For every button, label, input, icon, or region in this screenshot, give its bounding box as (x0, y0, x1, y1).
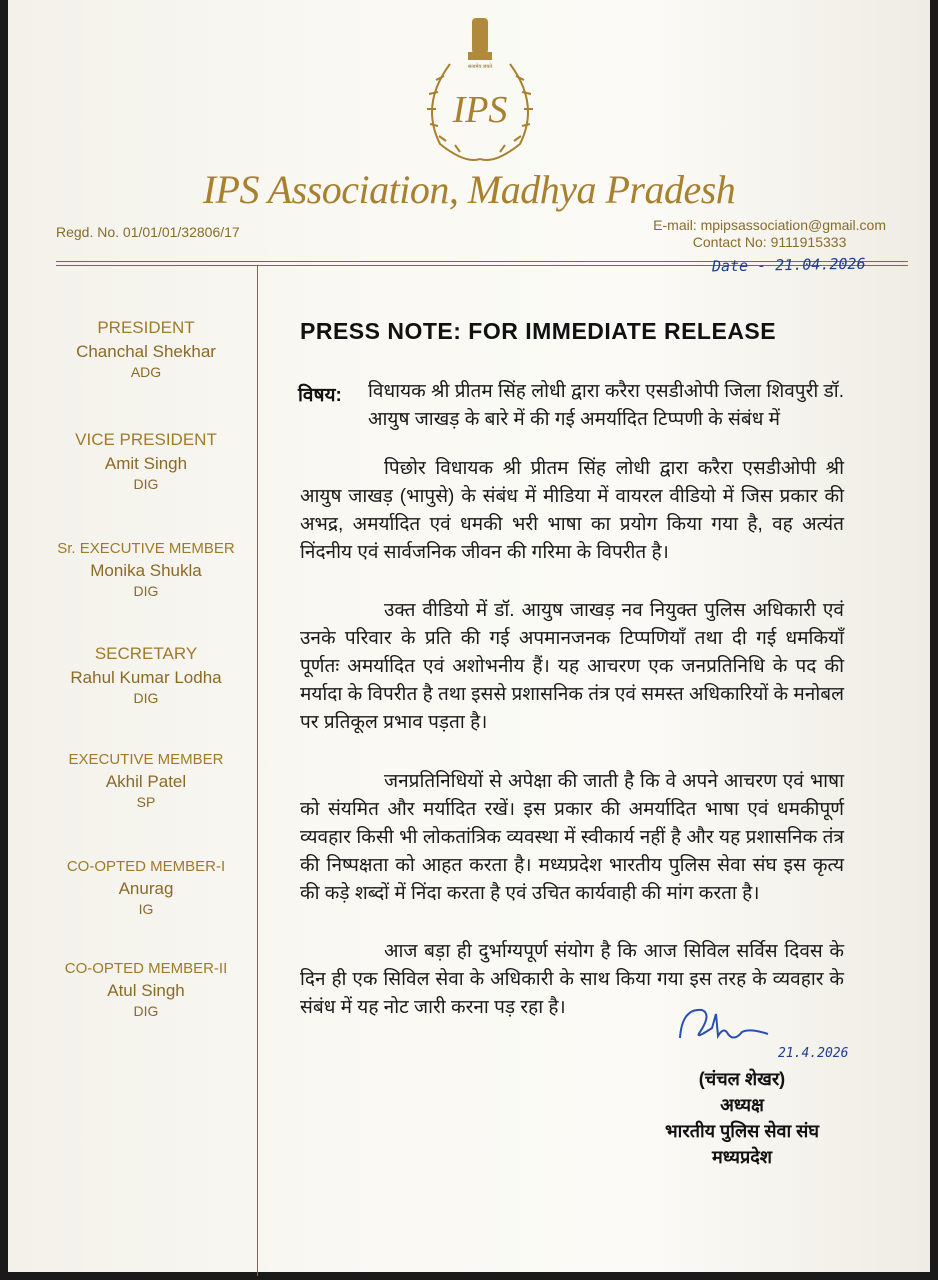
subject-label: विषय: (298, 385, 342, 406)
contact-info (653, 217, 886, 251)
member-executive (40, 751, 252, 810)
logo-text: IPS (452, 89, 508, 131)
member-president (40, 318, 252, 380)
member-sr-executive (40, 540, 252, 599)
signature-date: 21.4.2026 (778, 1046, 849, 1061)
member-role: Sr. EXECUTIVE MEMBER (57, 540, 235, 557)
body-paragraph: आज बड़ा ही दुर्भाग्यपूर्ण संयोग है कि आज सिविल सर्विस दिवस के दिन ही एक सिविल सेवा के अधिकारी के साथ किया गया इस तरह के व्यवहार के संबंध में यह नोट जारी करना पड़ रहा है। (300, 941, 844, 1018)
signatory-state: मध्यप्रदेश (711, 1147, 772, 1167)
member-role: CO-OPTED MEMBER-II (64, 960, 228, 977)
sidebar-divider (257, 266, 258, 1276)
body-paragraph: जनप्रतिनिधियों से अपेक्षा की जाती है कि वे अपने आचरण एवं भाषा को संयमित और मर्यादित रखें। इस प्रकार की अमर्यादित भाषा एवं धमकीपूर्ण व्यवहार किसी भी लोकतांत्रिक व्यवस्था में स्वीकार्य नहीं है और यह प्रशासनिक तंत्र की निष्पक्षता को आहत करता है। मध्यप्रदेश भारतीय पुलिस सेवा संघ इस कृत्य की कड़े शब्दों में निंदा करता है एवं उचित कार्यवाही की मांग करता है। (300, 771, 844, 904)
email: E-mail: mpipsassociation@gmail.com (653, 217, 886, 233)
member-co-opted-1 (40, 858, 252, 917)
member-role: PRESIDENT (97, 318, 195, 337)
association-title: IPS Association, Madhya Pradesh (202, 167, 736, 212)
ips-emblem-logo (410, 14, 550, 169)
member-name: Atul Singh (107, 981, 185, 1000)
member-name: Akhil Patel (105, 772, 187, 791)
signatory-block (612, 1066, 872, 1170)
member-vice-president (40, 430, 252, 492)
member-rank: DIG (133, 690, 159, 706)
handwritten-signature (672, 998, 782, 1058)
registration-number: Regd. No. 01/01/01/32806/17 (56, 224, 240, 240)
member-rank: DIG (133, 583, 159, 599)
member-rank: ADG (130, 364, 162, 380)
member-role: VICE PRESIDENT (75, 430, 217, 449)
member-role: CO-OPTED MEMBER-I (66, 858, 226, 875)
member-rank: DIG (133, 1003, 159, 1019)
body-paragraph: पिछोर विधायक श्री प्रीतम सिंह लोधी द्वारा करैरा एसडीओपी श्री आयुष जाखड़ (भापुसे) के संबंध में मीडिया में वायरल वीडियो में जिस प्रकार की अभद्र, अमर्यादित एवं धमकी भरी भाषा का प्रयोग किया गया है, वह अत्यंत निंदनीय एवं सार्वजनिक जीवन की गरिमा के विपरीत है। (300, 458, 844, 563)
member-role: EXECUTIVE MEMBER (68, 751, 224, 768)
member-rank: IG (138, 901, 154, 917)
signatory-name: (चंचल शेखर) (698, 1069, 786, 1089)
member-role: SECRETARY (94, 644, 198, 663)
member-name: Chanchal Shekhar (76, 342, 216, 361)
member-name: Anurag (118, 879, 174, 898)
member-name: Amit Singh (104, 454, 188, 473)
member-name: Rahul Kumar Lodha (70, 668, 222, 687)
member-rank: SP (136, 794, 156, 810)
body-paragraph: उक्त वीडियो में डॉ. आयुष जाखड़ नव नियुक्त पुलिस अधिकारी एवं उनके परिवार के प्रति की गई अपमानजनक टिप्पणियाँ तथा दी गई धमकियाँ पूर्णतः अमर्यादित एवं अशोभनीय हैं। यह आचरण एक जनप्रतिनिधि के पद की मर्यादा के विपरीत है तथा इससे प्रशासनिक तंत्र एवं समस्त अधिकारियों के मनोबल पर प्रतिकूल प्रभाव पड़ता है। (300, 600, 844, 733)
logo-motto: सत्यमेव जयते (467, 64, 493, 70)
phone: Contact No: 9111915333 (692, 234, 847, 250)
signatory-org: भारतीय पुलिस सेवा संघ (665, 1121, 819, 1141)
press-note-heading: PRESS NOTE: FOR IMMEDIATE RELEASE (300, 318, 777, 344)
member-rank: DIG (133, 476, 159, 492)
subject-text: विधायक श्री प्रीतम सिंह लोधी द्वारा करैरा एसडीओपी जिला शिवपुरी डॉ. आयुष जाखड़ के बारे में की गई अमर्यादित टिप्पणी के संबंध में (368, 381, 844, 430)
signatory-designation: अध्यक्ष (720, 1095, 764, 1115)
member-secretary (40, 644, 252, 706)
member-name: Monika Shukla (90, 561, 202, 580)
member-co-opted-2 (40, 960, 252, 1019)
handwritten-date: Date - 21.04.2026 (711, 254, 866, 276)
